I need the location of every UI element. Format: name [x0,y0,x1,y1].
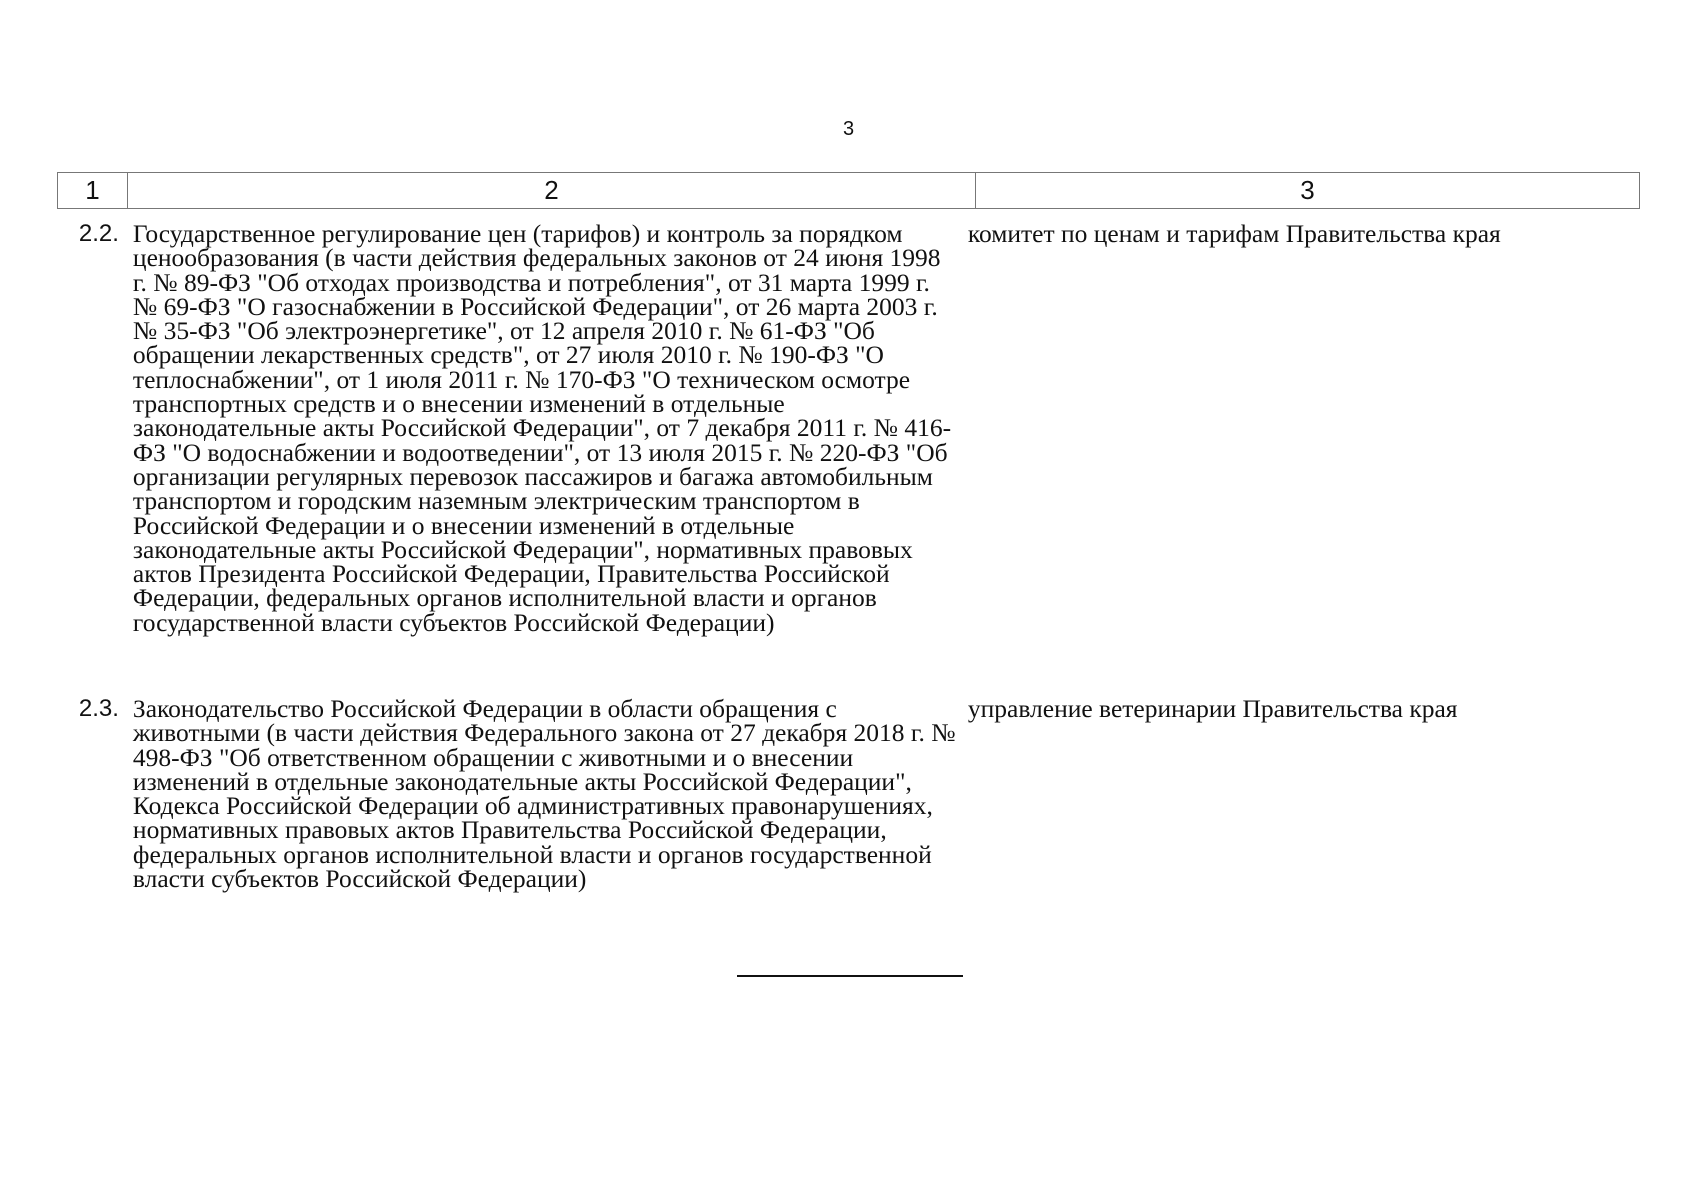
row-number: 2.2. [78,220,119,247]
row-authority: управление ветеринарии Правительства края [967,694,1458,723]
row-number: 2.3. [78,695,119,722]
column-header-3: 3 [976,173,1640,209]
table-row [57,219,1639,637]
row-description: Государственное регулирование цен (тарифов) и контроль за порядком ценообразования (в части действия федеральных законов от 24 июня 1998 г. № 89-ФЗ "Об отходах производства и потребления", от 31 марта 1999 г. № 69-ФЗ "О газоснабжении в Российской Федерации", от 26 марта 2003 г. № 35-ФЗ "Об электроэнергетике", от 12 апреля 2010 г. № 61-ФЗ "Об обращении лекарственных средств", от 27 июля 2010 г. № 190-ФЗ "О теплоснабжении", от 1 июля 2011 г. № 170-ФЗ "О техническом осмотре транспортных средств и о внесении изменений в отдельные законодательные акты Российской Федерации", от 7 декабря 2011 г. № 416-ФЗ "О водоснабжении и водоотведении", от 13 июля 2015 г. № 220-ФЗ "Об организации регулярных перевозок пассажиров и багажа автомобильным транспортом и городским наземным электрическим транспортом в Российской Федерации и о внесении изменений в отдельные законодательные акты Российской Федерации", нормативных правовых актов Президента Российской Федерации, Правительства Российской Федерации, федеральных органов исполнительной власти и органов государственной власти субъектов Российской Федерации) [132,219,952,637]
column-header-row [58,173,1640,209]
column-header-1: 1 [58,173,128,209]
end-of-document-rule [737,975,963,977]
column-header-table [57,172,1640,209]
table-row [57,694,1639,894]
page-number: 3 [842,118,855,140]
row-description: Законодательство Российской Федерации в области обращения с животными (в части действия Федерального закона от 27 декабря 2018 г. № 498-ФЗ "Об ответственном обращении с животными и о внесении изменений в отдельные законодательные акты Российской Федерации", Кодекса Российской Федерации об административных правонарушениях, нормативных правовых актов Правительства Российской Федерации, федеральных органов исполнительной власти и органов государственной власти субъектов Российской Федерации) [132,694,956,894]
row-authority: комитет по ценам и тарифам Правительства края [967,219,1501,248]
column-header-2: 2 [128,173,976,209]
